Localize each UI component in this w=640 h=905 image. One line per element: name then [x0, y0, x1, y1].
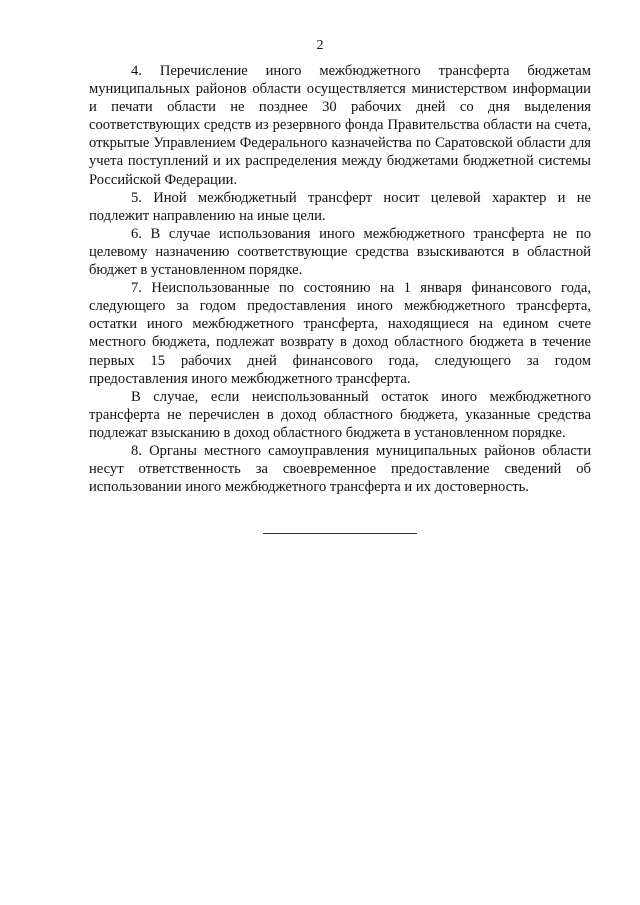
paragraph-item-4: 4. Перечисление иного межбюджетного трансферта бюджетам муниципальных районов области осуществляется министерством информации и печати области не позднее 30 рабочих дней со дня выделения соответствующих средств из резервного фонда Правительства области на счета, открытые Управлением Федерального казначейства по Саратовской области для учета поступлений и их распределения между бюджетами бюджетной системы Российской Федерации.	[89, 63, 591, 188]
paragraph-item-7: 7. Неиспользованные по состоянию на 1 января финансового года, следующего за годом предоставления иного межбюджетного трансферта, остатки иного межбюджетного трансферта, находящиеся на едином счете местного бюджета, подлежат возврату в доход областного бюджета в течение первых 15 рабочих дней финансового года, следующего за годом предоставления иного межбюджетного трансферта.	[89, 280, 591, 387]
paragraph-item-6: 6. В случае использования иного межбюджетного трансферта не по целевому назначению соответствующие средства взыскиваются в областной бюджет в установленном порядке.	[89, 225, 591, 279]
paragraph-item-5: 5. Иной межбюджетный трансферт носит целевой характер и не подлежит направлению на иные цели.	[89, 189, 591, 224]
paragraph-item-7-continuation: В случае, если неиспользованный остаток иного межбюджетного трансферта не перечислен в доход областного бюджета, указанные средства подлежат взысканию в доход областного бюджета в установленном порядке.	[89, 388, 591, 441]
page-number: 2	[316, 38, 324, 53]
document-body	[89, 62, 591, 496]
closing-divider-line	[263, 533, 417, 534]
paragraph-item-8: 8. Органы местного самоуправления муниципальных районов области несут ответственность за своевременное предоставление сведений об использовании иного межбюджетного трансферта и их достоверность.	[89, 442, 591, 496]
